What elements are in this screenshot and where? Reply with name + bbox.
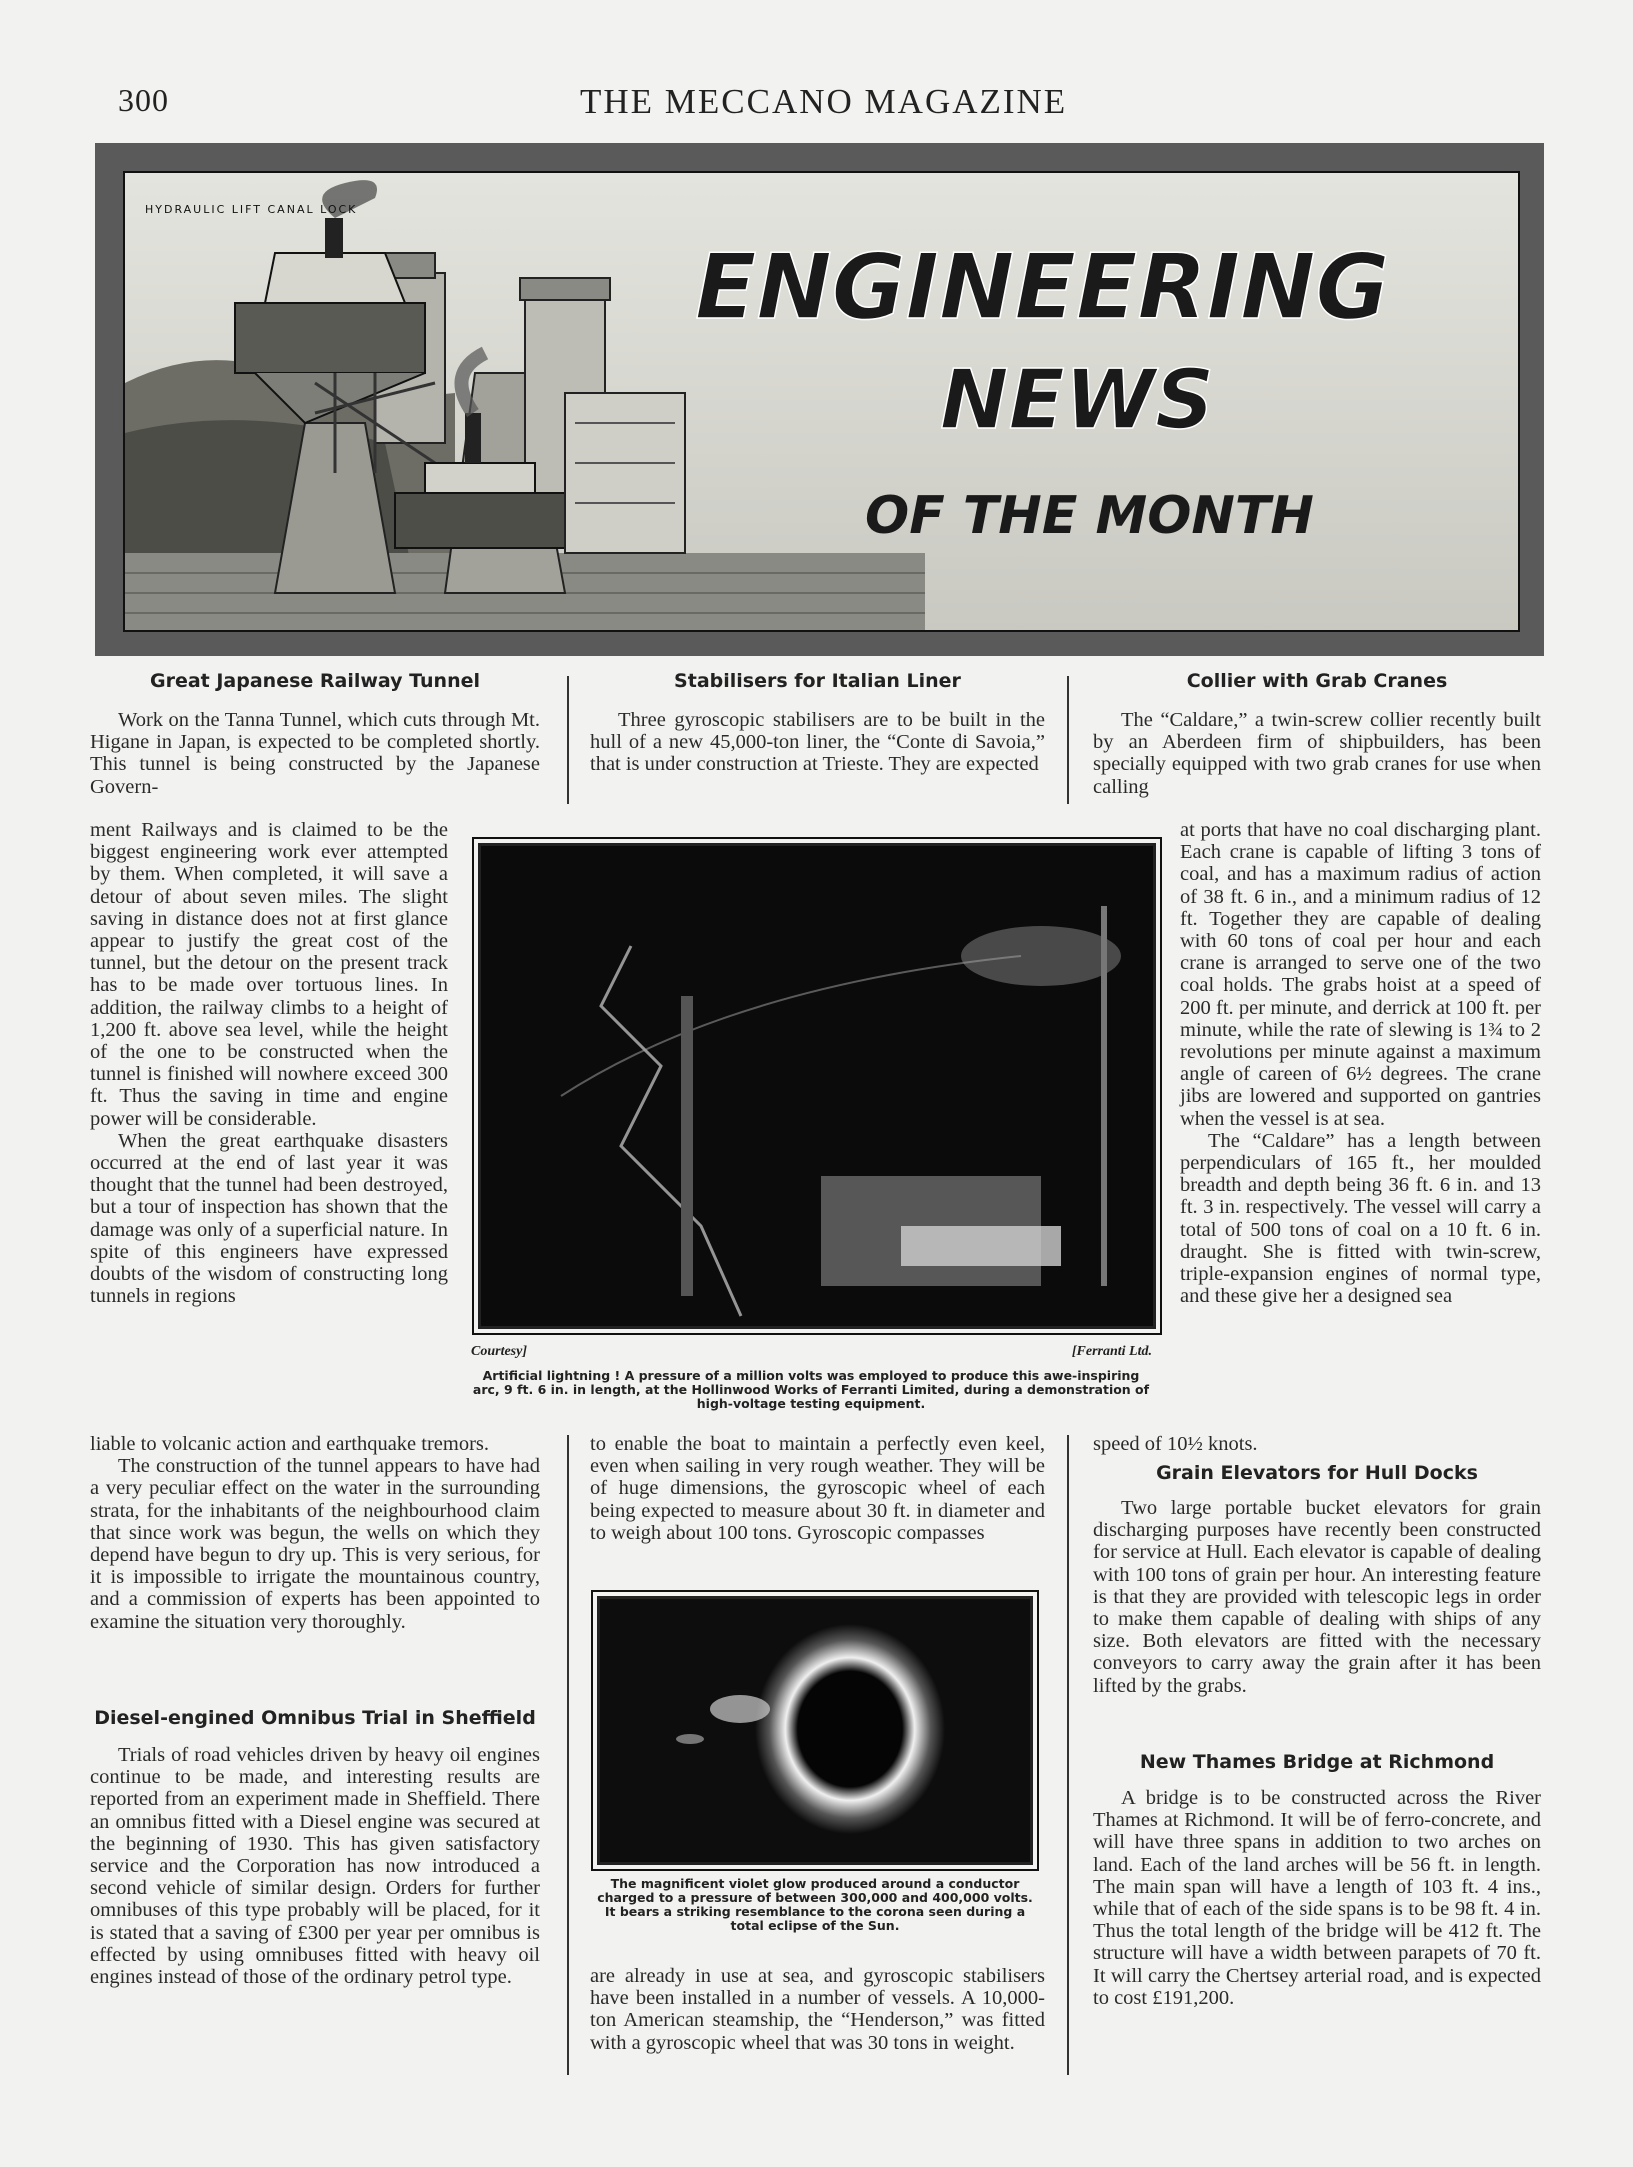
corona-photo-drawing xyxy=(600,1599,1030,1862)
photo-artificial-lightning xyxy=(478,843,1156,1329)
column-rule xyxy=(567,1435,569,2075)
photo1-credit-right: [Ferranti Ltd. xyxy=(1071,1344,1152,1359)
canal-lock-drawing xyxy=(125,173,1518,630)
banner-title-of-the-month: OF THE MONTH xyxy=(865,486,1314,546)
column-rule xyxy=(1067,676,1069,804)
photo-corona-glow xyxy=(597,1596,1033,1865)
col2-para1-top: Three gyroscopic stabilisers are to be built in the hull of a new 45,000-ton liner, the “Conte di Savoia,” that is under construction at Trieste. They are expected xyxy=(590,709,1045,776)
col3-para4: A bridge is to be constructed across the River Thames at Richmond. It will be of ferro-concrete, and will have three spans in addition to two arches on land. Each of the land arches will be 56 ft. in length. The main span will have a length of 103 ft. 4 ins., while that of each of the side spans is to be 98 ft. 4 in. Thus the total length of the bridge will be 412 ft. The structure will have a width between parapets of 70 ft. It will carry the Chertsey arterial road, and is expected to cost £191,200. xyxy=(1093,1787,1541,2009)
col2-para1-bottom: are already in use at sea, and gyroscopic stabilisers have been installed in a number of vessels. A 10,000-ton American steamship, the “Henderson,” was fitted with a gyroscopic wheel that was 30 tons in weight. xyxy=(590,1965,1045,2054)
banner-label: HYDRAULIC LIFT CANAL LOCK xyxy=(145,203,358,216)
heading-collier-grab-cranes: Collier with Grab Cranes xyxy=(1186,670,1448,692)
col1-para1-mid: ment Railways and is claimed to be the biggest engineering work ever attempted by them. When completed, it will save a detour of about seven miles. The slight saving in distance does not at first glance appear to justify the great cost of the tunnel, but the detour on the present track has to be made over tortuous lines. In addition, the railway climbs to a height of 1,200 ft. above sea level, while the height of the one to be constructed when the tunnel is finished will nowhere exceed 300 ft. Thus the saving in time and engine power will be considerable. When the great earthquake disasters occurred at the end of last year it was thought that the tunnel had been destroyed, but a tour of inspection has shown that the damage was only of a superficial nature. In spite of this engineers have expressed doubts of the wisdom of constructing long tunnels in regions xyxy=(90,819,448,1308)
col2-para1-mid: to enable the boat to maintain a perfectly even keel, even when sailing in very rough weather. They will be of huge dimensions, the gyroscopic wheel of each being expected to measure about 30 ft. in diameter and to weigh about 100 tons. Gyroscopic compasses xyxy=(590,1433,1045,1544)
heading-italian-liner: Stabilisers for Italian Liner xyxy=(674,670,961,692)
banner-title-news: NEWS xyxy=(940,353,1215,448)
heading-diesel-omnibus: Diesel-engined Omnibus Trial in Sheffield xyxy=(94,1707,536,1729)
heading-thames-bridge: New Thames Bridge at Richmond xyxy=(1139,1751,1495,1773)
magazine-title: THE MECCANO MAGAZINE xyxy=(580,82,1068,121)
column-rule xyxy=(567,676,569,804)
heading-grain-elevators: Grain Elevators for Hull Docks xyxy=(1156,1462,1478,1484)
banner-illustration xyxy=(95,143,1544,656)
col1-bottom: liable to volcanic action and earthquake tremors. The construction of the tunnel appears to have had a very peculiar effect on the water in the surrounding strata, for the inhabitants of the neighbourhood claim that since work was begun, the wells on which they depend have begun to dry up. This is very serious, for it is impossible to irrigate the mountainous country, and a commission of experts has been appointed to examine the situation very thoroughly. xyxy=(90,1433,540,1633)
photo1-credit-left: Courtesy] xyxy=(471,1344,527,1359)
photo2-caption: The magnificent violet glow produced around a conductor charged to a pressure of between 300,000 and 400,000 volts. It bears a striking resemblance to the corona seen during a total eclipse of the Sun. xyxy=(597,1876,1033,1933)
lightning-photo-drawing xyxy=(481,846,1153,1326)
photo1-caption: Artificial lightning ! A pressure of a million volts was employed to produce this awe-inspiring arc, 9 ft. 6 in. in length, at the Hollinwood Works of Ferranti Limited, during a demonstration of high-voltage testing equipment. xyxy=(472,1368,1150,1411)
col3-para1-top: The “Caldare,” a twin-screw collier recently built by an Aberdeen firm of shipbuilders, has been specially equipped with two grab cranes for use when calling xyxy=(1093,709,1541,798)
page-number: 300 xyxy=(118,82,169,118)
col3-para2-bottom: speed of 10½ knots. xyxy=(1093,1433,1258,1455)
banner-title-engineering: ENGINEERING xyxy=(695,235,1390,340)
column-rule xyxy=(1067,1435,1069,2075)
col1-para1-top: Work on the Tanna Tunnel, which cuts through Mt. Higane in Japan, is expected to be completed shortly. This tunnel is being constructed by the Japanese Govern- xyxy=(90,709,540,798)
col3-para3: Two large portable bucket elevators for grain discharging purposes have recently been constructed for service at Hull. Each elevator is capable of dealing with 100 tons of grain per hour. An interesting feature is that they are provided with telescopic legs in order to make them capable of dealing with ships of any size. Both elevators are fitted with the necessary conveyors to carry away the grain after it has been lifted by the grabs. xyxy=(1093,1497,1541,1697)
col1-para4: Trials of road vehicles driven by heavy oil engines continue to be made, and interesting results are reported from an experiment made in Sheffield. There an omnibus fitted with a Diesel engine was secured at the beginning of 1930. This has given satisfactory service and the Corporation has now introduced a second vehicle of similar design. Orders for further omnibuses of this type probably will be placed, for it is stated that a saving of £300 per year per omnibus is effected by using omnibuses fitted with heavy oil engines instead of those of the ordinary petrol type. xyxy=(90,1744,540,1989)
banner-frame xyxy=(123,171,1520,632)
col3-para1-mid: at ports that have no coal discharging plant. Each crane is capable of lifting 3 tons of coal, and has a maximum radius of action of 38 ft. 6 in., and a minimum radius of 12 ft. Together they are capable of dealing with 60 tons of coal per hour and each crane is arranged to serve one of the two coal holds. The grabs hoist at a speed of 200 ft. per minute, and derrick at 100 ft. per minute, while the rate of slewing is 1¾ to 2 revolutions per minute against a maximum angle of careen of 6½ degrees. The crane jibs are lowered and supported on gantries when the vessel is at sea. The “Caldare” has a length between perpendiculars of 165 ft., her moulded breadth and depth being 36 ft. 6 in. and 13 ft. 3 in. respectively. The vessel will carry a total of 500 tons of coal on a 10 ft. 6 in. draught. She is fitted with twin-screw, triple-expansion engines of normal type, and these give her a designed sea xyxy=(1180,819,1541,1308)
heading-japanese-tunnel: Great Japanese Railway Tunnel xyxy=(149,670,481,692)
